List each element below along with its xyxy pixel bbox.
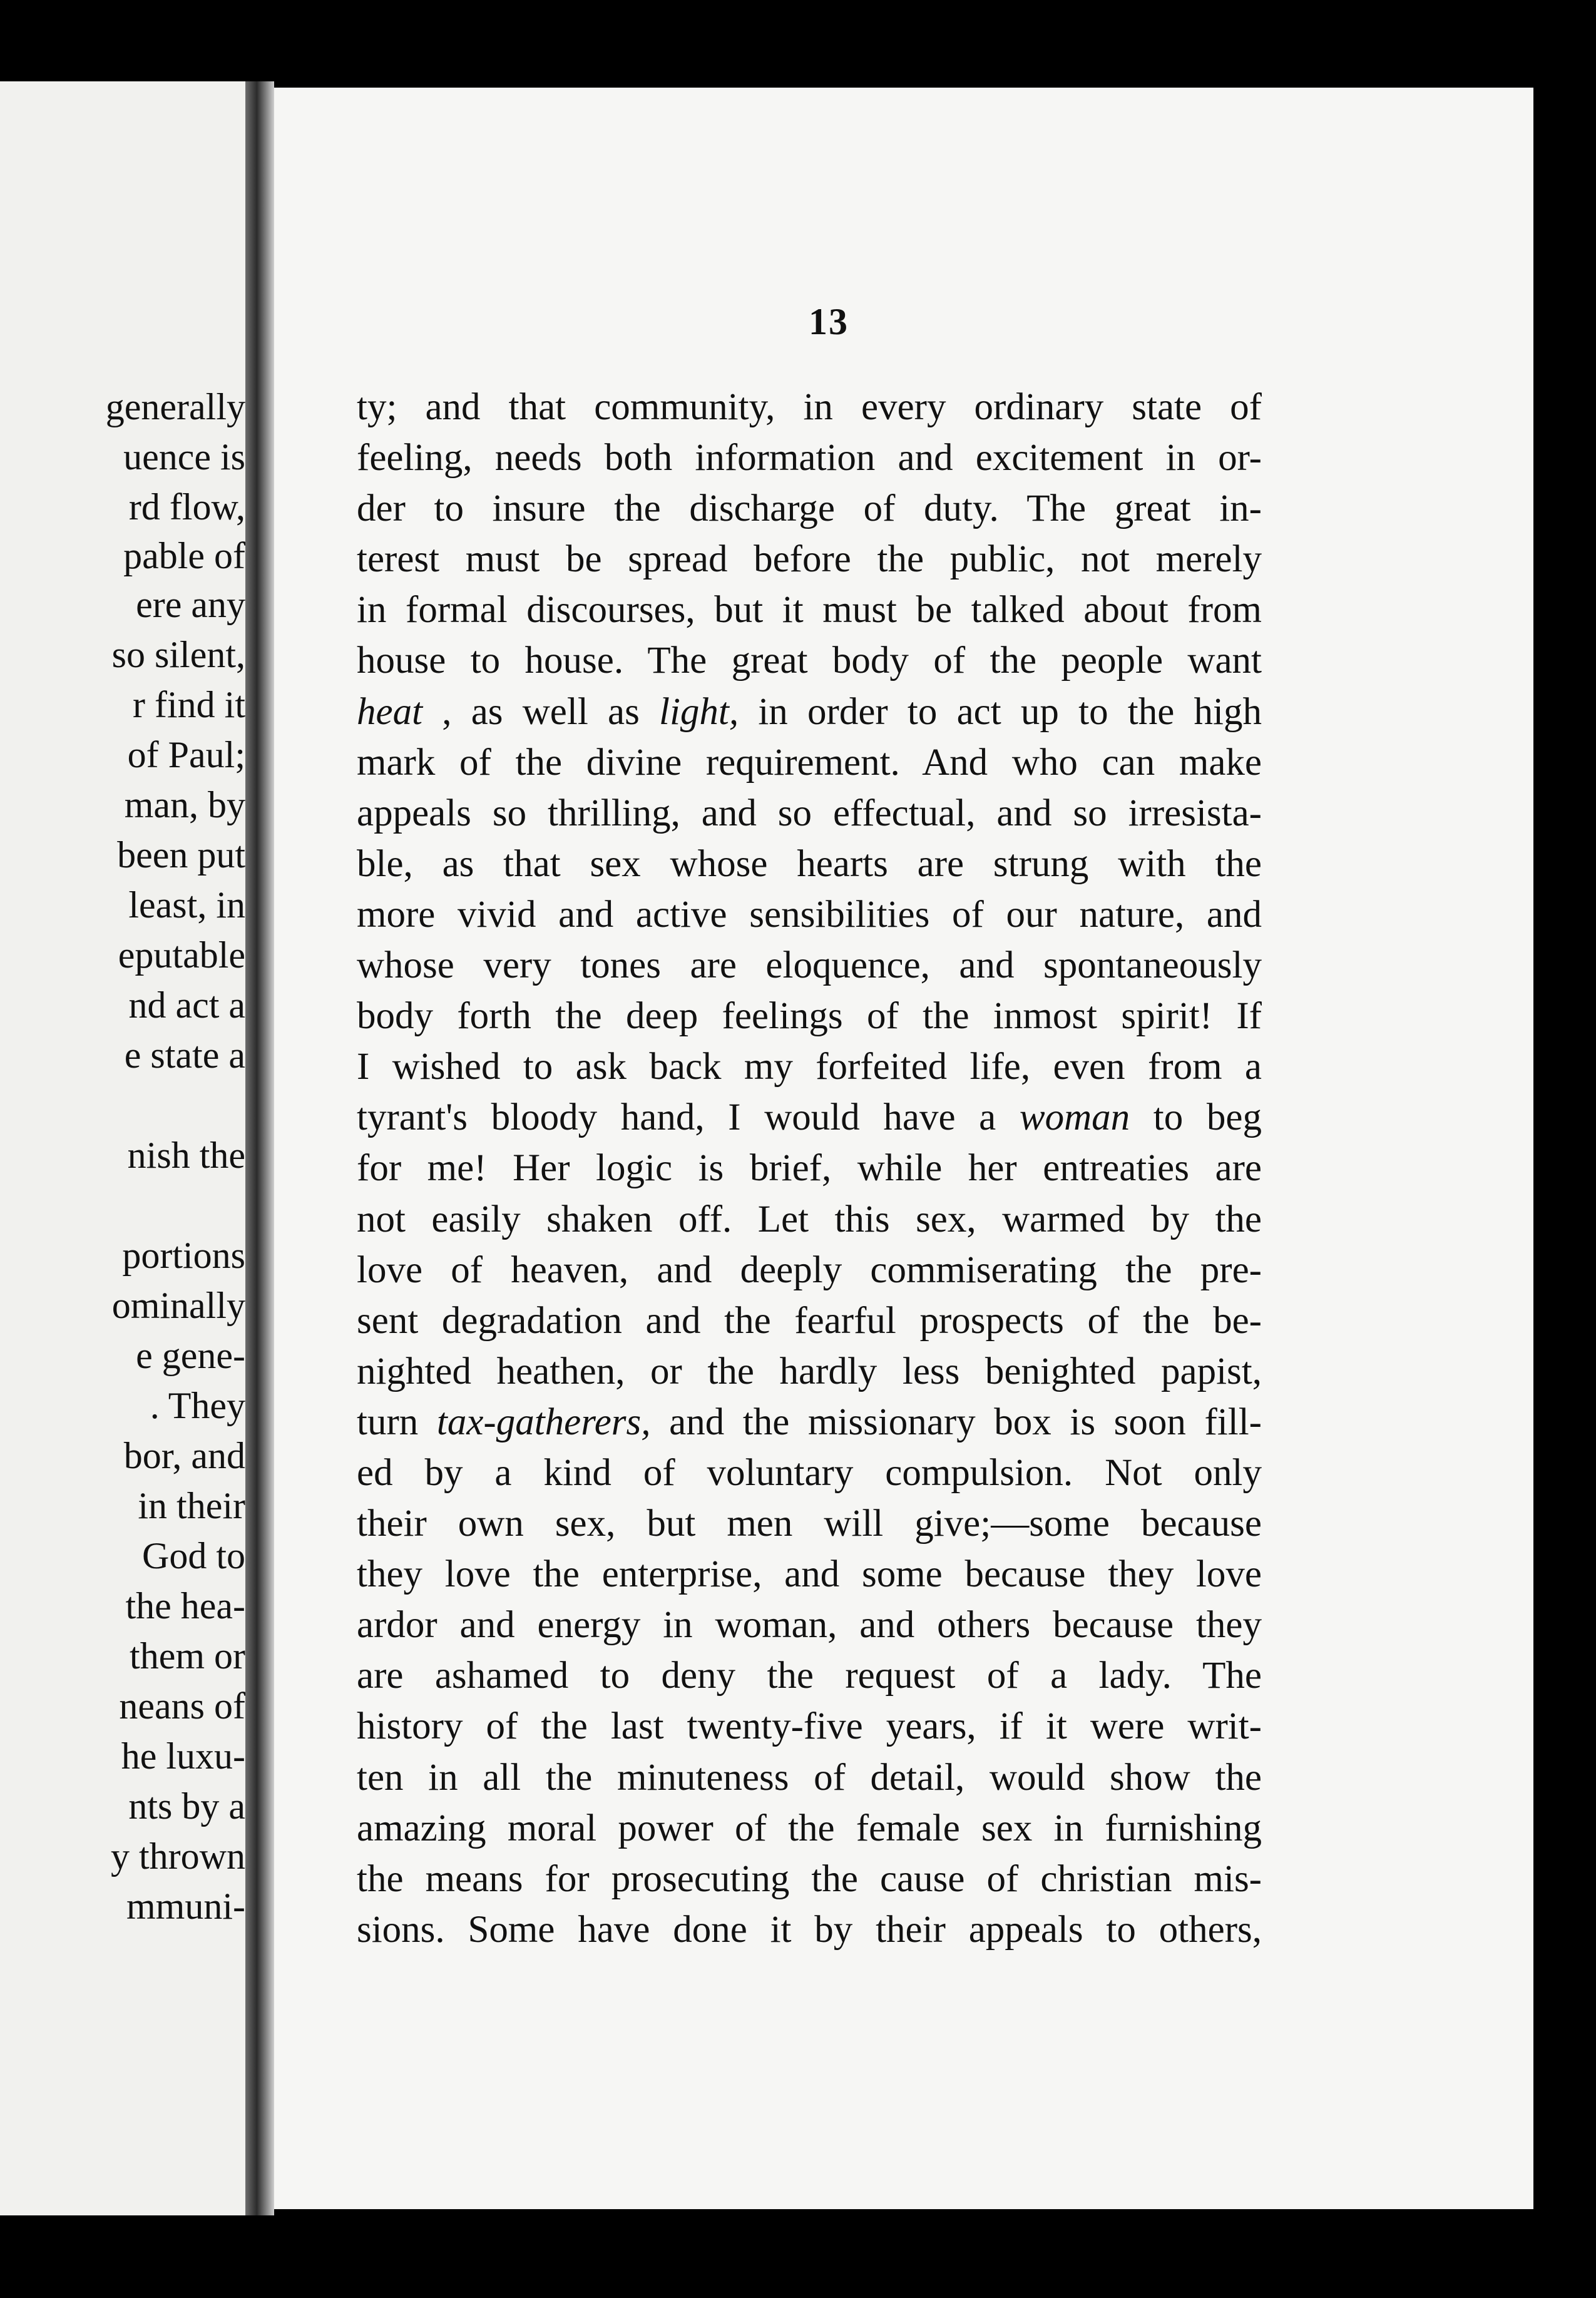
text-run: , as well as bbox=[422, 690, 660, 733]
text-run: in order to act up to the high bbox=[739, 690, 1262, 733]
left-text-line: man, by bbox=[124, 784, 245, 825]
left-text-line: rd flow, bbox=[128, 486, 245, 528]
left-text-line: uence is bbox=[123, 436, 245, 477]
text-run: and the missionary box is soon fill- bbox=[650, 1401, 1262, 1443]
text-run: amazing moral power of the female sex in furnishing bbox=[357, 1807, 1262, 1849]
text-run: for me! Her logic is brief, while her entreaties are bbox=[357, 1147, 1262, 1190]
text-line bbox=[357, 788, 1262, 839]
text-line bbox=[357, 1245, 1262, 1295]
left-text-line: r find it bbox=[133, 684, 245, 725]
page-number: 13 bbox=[809, 301, 849, 342]
text-run: tyrant's bloody hand, I would have a bbox=[357, 1096, 1020, 1139]
left-text-line: least, in bbox=[128, 884, 245, 926]
text-line bbox=[357, 1041, 1262, 1092]
text-line bbox=[357, 1752, 1262, 1803]
text-run: terest must be spread before the public, not merely bbox=[357, 538, 1262, 581]
left-text-line: ere any bbox=[136, 584, 245, 625]
text-run: they love the enterprise, and some because they love bbox=[357, 1553, 1262, 1596]
text-line bbox=[357, 1143, 1262, 1193]
text-line bbox=[357, 940, 1262, 991]
left-text-line: he luxu- bbox=[121, 1735, 245, 1777]
text-line bbox=[357, 1498, 1262, 1549]
text-line bbox=[357, 991, 1262, 1041]
left-text-line: ominally bbox=[111, 1285, 245, 1326]
text-line bbox=[357, 1549, 1262, 1600]
emphasized-word: woman bbox=[1019, 1096, 1130, 1139]
text-line bbox=[357, 737, 1262, 788]
text-run: to beg bbox=[1130, 1096, 1262, 1139]
text-line bbox=[357, 635, 1262, 686]
text-line bbox=[357, 432, 1262, 483]
left-text-line: nd act a bbox=[128, 984, 245, 1026]
left-text-line: e state a bbox=[124, 1034, 245, 1076]
text-run: mark of the divine requirement. And who can make bbox=[357, 741, 1262, 784]
right-page bbox=[274, 88, 1533, 2209]
emphasized-word: light, bbox=[659, 690, 739, 733]
text-run: their own sex, but men will give;—some because bbox=[357, 1503, 1262, 1545]
text-run: love of heaven, and deeply commiserating the pre- bbox=[357, 1249, 1262, 1291]
emphasized-word: tax-gatherers, bbox=[436, 1401, 651, 1443]
text-line bbox=[357, 483, 1262, 534]
text-line bbox=[357, 1295, 1262, 1346]
text-line bbox=[357, 382, 1262, 432]
text-line bbox=[357, 839, 1262, 889]
text-line bbox=[357, 889, 1262, 940]
text-line bbox=[357, 1701, 1262, 1752]
left-text-line: generally bbox=[105, 386, 245, 427]
text-run: turn bbox=[357, 1401, 437, 1443]
left-text-line: e gene- bbox=[136, 1335, 245, 1376]
body-text bbox=[357, 382, 1262, 1955]
text-run: house to house. The great body of the people want bbox=[357, 640, 1262, 682]
left-text-line: God to bbox=[142, 1535, 245, 1576]
left-text-line: them or bbox=[130, 1635, 245, 1677]
text-run: in formal discourses, but it must be talked about from bbox=[357, 589, 1262, 631]
text-line bbox=[357, 1854, 1262, 1904]
text-run: sent degradation and the fearful prospects of the be- bbox=[357, 1299, 1262, 1342]
text-run: ty; and that community, in every ordinary state of bbox=[357, 386, 1262, 428]
text-line bbox=[357, 1092, 1262, 1143]
text-run: body forth the deep feelings of the inmost spirit! If bbox=[357, 995, 1262, 1038]
emphasized-word: heat bbox=[357, 690, 423, 733]
text-run: history of the last twenty-five years, if it were writ- bbox=[357, 1705, 1262, 1748]
left-text-line: the hea- bbox=[125, 1585, 245, 1626]
left-text-line: y thrown bbox=[111, 1836, 245, 1877]
text-run: ed by a kind of voluntary compulsion. Not only bbox=[357, 1451, 1262, 1494]
text-run: not easily shaken off. Let this sex, warmed by the bbox=[357, 1198, 1262, 1240]
text-line bbox=[357, 687, 1262, 737]
left-text-line: bor, and bbox=[123, 1435, 245, 1476]
text-line bbox=[357, 1600, 1262, 1650]
left-text-line: mmuni- bbox=[126, 1886, 245, 1927]
text-run: the means for prosecuting the cause of christian mis- bbox=[357, 1857, 1262, 1900]
left-page-fragment bbox=[0, 81, 245, 2215]
text-run: feeling, needs both information and excitement in or- bbox=[357, 437, 1262, 479]
left-text-line: eputable bbox=[118, 934, 245, 976]
left-text-line: . They bbox=[150, 1385, 245, 1426]
text-line bbox=[357, 1346, 1262, 1397]
text-run: are ashamed to deny the request of a lady. The bbox=[357, 1655, 1262, 1697]
text-line bbox=[357, 585, 1262, 635]
book-gutter bbox=[245, 81, 274, 2215]
left-text-line: of Paul; bbox=[127, 734, 245, 775]
text-line bbox=[357, 1194, 1262, 1245]
text-run: der to insure the discharge of duty. The great in- bbox=[357, 488, 1262, 530]
text-run: ble, as that sex whose hearts are strung with the bbox=[357, 842, 1262, 885]
left-text-line: neans of bbox=[119, 1685, 245, 1727]
text-line bbox=[357, 1803, 1262, 1854]
text-line bbox=[357, 1650, 1262, 1701]
text-run: whose very tones are eloquence, and spontaneously bbox=[357, 944, 1262, 987]
left-text-line: pable of bbox=[123, 535, 245, 576]
text-line bbox=[357, 1904, 1262, 1955]
text-line bbox=[357, 1448, 1262, 1498]
text-run: ten in all the minuteness of detail, would show the bbox=[357, 1756, 1262, 1799]
text-run: appeals so thrilling, and so effectual, and so irresista- bbox=[357, 792, 1262, 834]
text-run: nighted heathen, or the hardly less benighted papist, bbox=[357, 1350, 1262, 1392]
text-run: ardor and energy in woman, and others because they bbox=[357, 1604, 1262, 1647]
left-text-line: nish the bbox=[127, 1135, 245, 1176]
text-run: I wished to ask back my forfeited life, even from a bbox=[357, 1046, 1262, 1088]
text-line bbox=[357, 1397, 1262, 1448]
text-line bbox=[357, 534, 1262, 585]
text-run: more vivid and active sensibilities of our nature, and bbox=[357, 893, 1262, 936]
left-text-line: so silent, bbox=[111, 634, 245, 675]
left-text-line: been put bbox=[117, 834, 245, 876]
text-run: sions. Some have done it by their appeals to others, bbox=[357, 1908, 1262, 1951]
left-text-line: nts by a bbox=[128, 1785, 245, 1827]
left-text-line: in their bbox=[138, 1485, 245, 1526]
left-text-line: portions bbox=[122, 1235, 245, 1276]
